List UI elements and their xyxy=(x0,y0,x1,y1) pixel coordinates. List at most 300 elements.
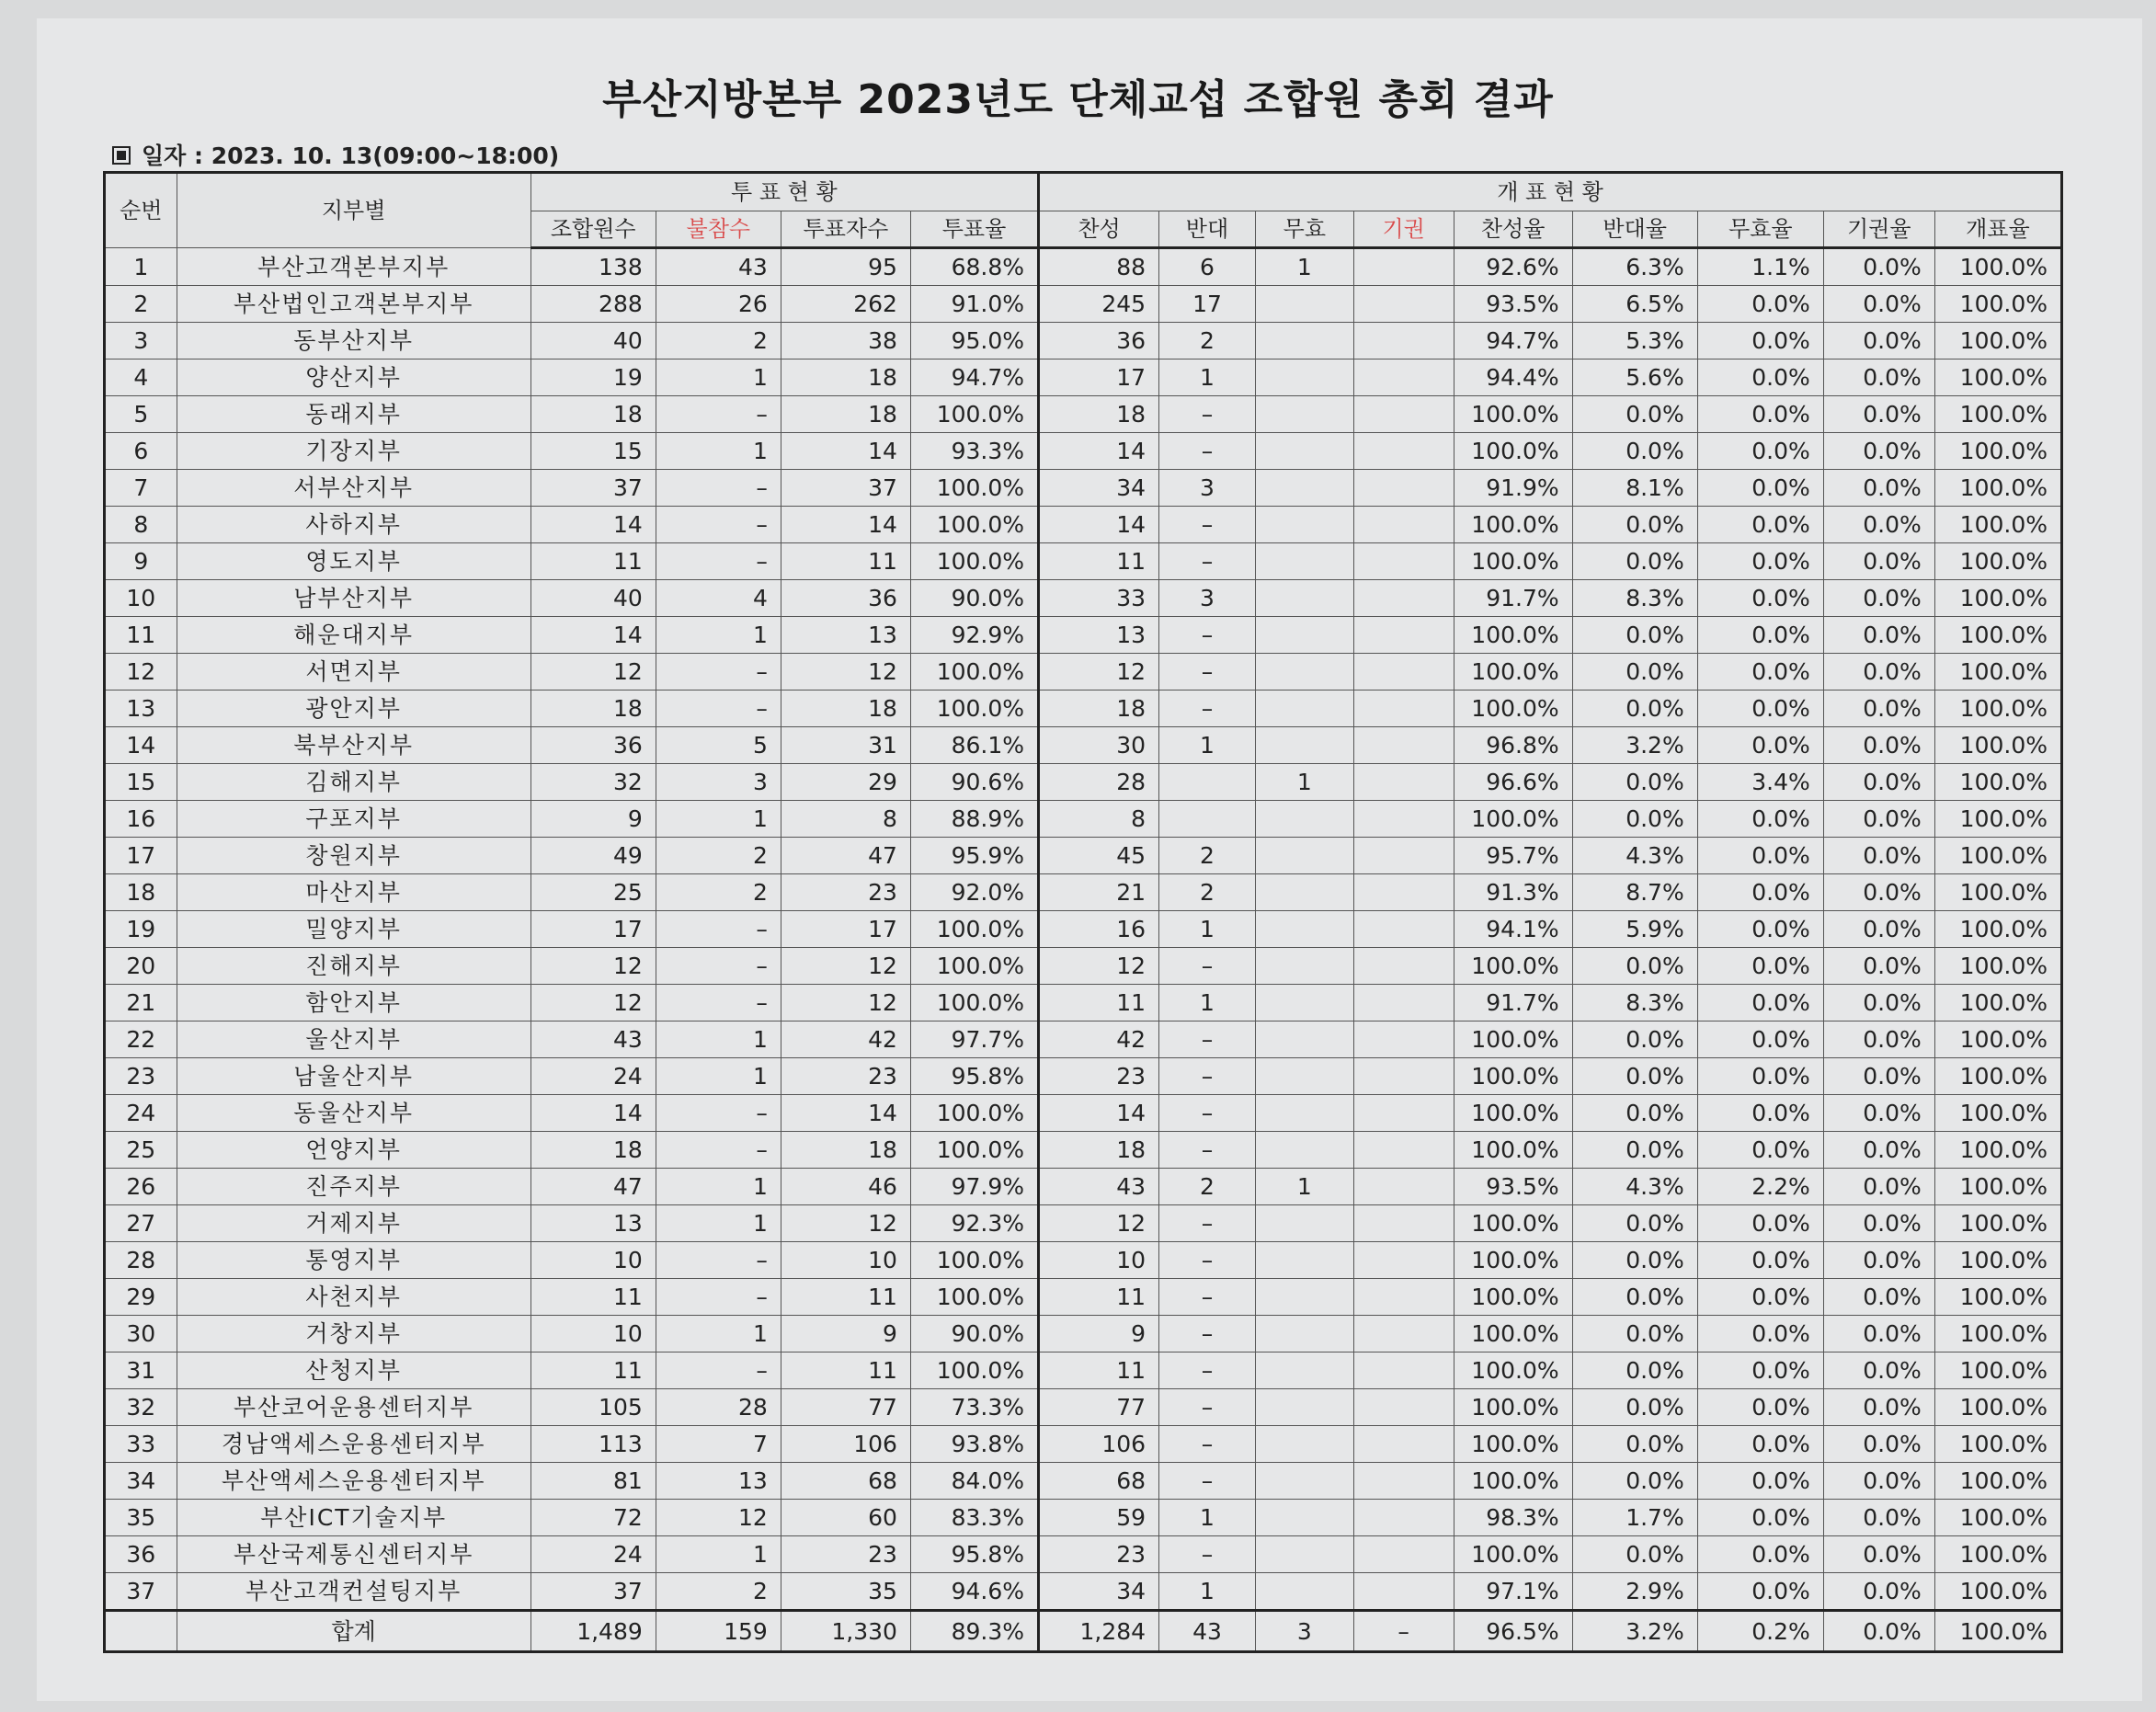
absent-cell: 1 xyxy=(656,617,781,654)
row-index: 6 xyxy=(105,433,177,470)
count-rate-cell: 100.0% xyxy=(1934,654,2061,691)
abstain-rate-cell: 0.0% xyxy=(1823,801,1934,838)
no-rate-cell: 0.0% xyxy=(1572,801,1697,838)
invalid-cell xyxy=(1255,727,1353,764)
total-invalid: 3 xyxy=(1255,1611,1353,1652)
yes-rate-cell: 100.0% xyxy=(1454,1242,1572,1279)
invalid-rate-cell: 0.0% xyxy=(1697,727,1823,764)
members-cell: 14 xyxy=(530,617,656,654)
no-cell: – xyxy=(1159,1132,1256,1169)
invalid-rate-cell: 0.0% xyxy=(1697,1536,1823,1573)
branch-name: 울산지부 xyxy=(177,1021,530,1058)
no-cell: – xyxy=(1159,1095,1256,1132)
yes-cell: 11 xyxy=(1039,985,1159,1021)
yes-rate-cell: 93.5% xyxy=(1454,1169,1572,1205)
absent-cell: 1 xyxy=(656,360,781,396)
members-cell: 12 xyxy=(530,948,656,985)
table-row xyxy=(105,1389,2062,1426)
invalid-cell xyxy=(1255,1205,1353,1242)
abstain-rate-cell: 0.0% xyxy=(1823,1463,1934,1500)
no-rate-cell: 1.7% xyxy=(1572,1500,1697,1536)
abstain-rate-cell: 0.0% xyxy=(1823,323,1934,360)
total-no-rate: 3.2% xyxy=(1572,1611,1697,1652)
invalid-cell xyxy=(1255,1573,1353,1611)
branch-name: 부산국제통신센터지부 xyxy=(177,1536,530,1573)
members-cell: 36 xyxy=(530,727,656,764)
abstain-rate-cell: 0.0% xyxy=(1823,360,1934,396)
yes-cell: 12 xyxy=(1039,1205,1159,1242)
members-cell: 14 xyxy=(530,507,656,543)
row-index: 1 xyxy=(105,248,177,286)
members-cell: 43 xyxy=(530,1021,656,1058)
table-row xyxy=(105,1095,2062,1132)
turnout-cell: 90.6% xyxy=(910,764,1038,801)
abstain-rate-cell: 0.0% xyxy=(1823,691,1934,727)
table-row xyxy=(105,1352,2062,1389)
members-cell: 11 xyxy=(530,1279,656,1316)
voters-cell: 13 xyxy=(781,617,910,654)
invalid-cell xyxy=(1255,1426,1353,1463)
branch-name: 서면지부 xyxy=(177,654,530,691)
table-row xyxy=(105,1573,2062,1611)
turnout-cell: 90.0% xyxy=(910,1316,1038,1352)
total-count-rate: 100.0% xyxy=(1934,1611,2061,1652)
turnout-cell: 90.0% xyxy=(910,580,1038,617)
abstain-cell xyxy=(1353,1242,1454,1279)
invalid-cell xyxy=(1255,911,1353,948)
absent-cell: – xyxy=(656,470,781,507)
table-body xyxy=(105,248,2062,1611)
turnout-cell: 100.0% xyxy=(910,1279,1038,1316)
yes-cell: 11 xyxy=(1039,543,1159,580)
header-voters: 투표자수 xyxy=(781,211,910,248)
no-rate-cell: 0.0% xyxy=(1572,543,1697,580)
invalid-rate-cell: 0.0% xyxy=(1697,433,1823,470)
branch-name: 언양지부 xyxy=(177,1132,530,1169)
yes-rate-cell: 100.0% xyxy=(1454,1389,1572,1426)
yes-rate-cell: 92.6% xyxy=(1454,248,1572,286)
row-index: 9 xyxy=(105,543,177,580)
no-rate-cell: 0.0% xyxy=(1572,1242,1697,1279)
table-row xyxy=(105,985,2062,1021)
abstain-cell xyxy=(1353,1426,1454,1463)
no-cell: – xyxy=(1159,1426,1256,1463)
no-rate-cell: 0.0% xyxy=(1572,1095,1697,1132)
no-cell: 3 xyxy=(1159,470,1256,507)
voters-cell: 11 xyxy=(781,543,910,580)
invalid-cell xyxy=(1255,1316,1353,1352)
voters-cell: 18 xyxy=(781,396,910,433)
count-rate-cell: 100.0% xyxy=(1934,1169,2061,1205)
yes-cell: 16 xyxy=(1039,911,1159,948)
yes-rate-cell: 100.0% xyxy=(1454,1316,1572,1352)
yes-rate-cell: 100.0% xyxy=(1454,1132,1572,1169)
no-cell: – xyxy=(1159,1058,1256,1095)
no-cell xyxy=(1159,801,1256,838)
yes-rate-cell: 100.0% xyxy=(1454,1279,1572,1316)
yes-rate-cell: 100.0% xyxy=(1454,433,1572,470)
yes-cell: 59 xyxy=(1039,1500,1159,1536)
members-cell: 10 xyxy=(530,1316,656,1352)
invalid-cell xyxy=(1255,360,1353,396)
table-row xyxy=(105,286,2062,323)
yes-cell: 68 xyxy=(1039,1463,1159,1500)
count-rate-cell: 100.0% xyxy=(1934,1316,2061,1352)
invalid-cell xyxy=(1255,1021,1353,1058)
row-index: 3 xyxy=(105,323,177,360)
absent-cell: – xyxy=(656,396,781,433)
members-cell: 24 xyxy=(530,1058,656,1095)
count-rate-cell: 100.0% xyxy=(1934,801,2061,838)
no-rate-cell: 0.0% xyxy=(1572,1316,1697,1352)
voters-cell: 14 xyxy=(781,1095,910,1132)
count-rate-cell: 100.0% xyxy=(1934,286,2061,323)
count-rate-cell: 100.0% xyxy=(1934,1132,2061,1169)
voters-cell: 14 xyxy=(781,433,910,470)
table-row xyxy=(105,360,2062,396)
yes-cell: 45 xyxy=(1039,838,1159,874)
row-index: 15 xyxy=(105,764,177,801)
absent-cell: 12 xyxy=(656,1500,781,1536)
turnout-cell: 94.7% xyxy=(910,360,1038,396)
abstain-cell xyxy=(1353,1389,1454,1426)
yes-cell: 11 xyxy=(1039,1352,1159,1389)
members-cell: 113 xyxy=(530,1426,656,1463)
no-rate-cell: 5.3% xyxy=(1572,323,1697,360)
total-voters: 1,330 xyxy=(781,1611,910,1652)
yes-cell: 30 xyxy=(1039,727,1159,764)
members-cell: 105 xyxy=(530,1389,656,1426)
no-cell: – xyxy=(1159,654,1256,691)
yes-cell: 106 xyxy=(1039,1426,1159,1463)
abstain-rate-cell: 0.0% xyxy=(1823,1132,1934,1169)
yes-cell: 23 xyxy=(1039,1536,1159,1573)
header-no-rate: 반대율 xyxy=(1572,211,1697,248)
absent-cell: 43 xyxy=(656,248,781,286)
row-index: 11 xyxy=(105,617,177,654)
invalid-cell xyxy=(1255,1242,1353,1279)
no-cell: 2 xyxy=(1159,874,1256,911)
absent-cell: – xyxy=(656,911,781,948)
no-cell: – xyxy=(1159,1352,1256,1389)
table-row xyxy=(105,1536,2062,1573)
voters-cell: 95 xyxy=(781,248,910,286)
count-rate-cell: 100.0% xyxy=(1934,1021,2061,1058)
invalid-rate-cell: 0.0% xyxy=(1697,1352,1823,1389)
abstain-rate-cell: 0.0% xyxy=(1823,874,1934,911)
abstain-cell xyxy=(1353,507,1454,543)
no-rate-cell: 5.6% xyxy=(1572,360,1697,396)
invalid-rate-cell: 0.0% xyxy=(1697,1500,1823,1536)
absent-cell: 1 xyxy=(656,1058,781,1095)
no-cell: – xyxy=(1159,617,1256,654)
abstain-rate-cell: 0.0% xyxy=(1823,543,1934,580)
no-rate-cell: 0.0% xyxy=(1572,433,1697,470)
row-index: 16 xyxy=(105,801,177,838)
count-rate-cell: 100.0% xyxy=(1934,874,2061,911)
abstain-rate-cell: 0.0% xyxy=(1823,1352,1934,1389)
yes-rate-cell: 100.0% xyxy=(1454,507,1572,543)
no-rate-cell: 8.1% xyxy=(1572,470,1697,507)
members-cell: 19 xyxy=(530,360,656,396)
count-rate-cell: 100.0% xyxy=(1934,360,2061,396)
yes-rate-cell: 98.3% xyxy=(1454,1500,1572,1536)
invalid-rate-cell: 0.0% xyxy=(1697,1021,1823,1058)
abstain-rate-cell: 0.0% xyxy=(1823,1205,1934,1242)
header-abstain: 기권 xyxy=(1353,211,1454,248)
members-cell: 14 xyxy=(530,1095,656,1132)
count-rate-cell: 100.0% xyxy=(1934,1352,2061,1389)
turnout-cell: 100.0% xyxy=(910,507,1038,543)
table-row xyxy=(105,1205,2062,1242)
count-rate-cell: 100.0% xyxy=(1934,1463,2061,1500)
yes-rate-cell: 100.0% xyxy=(1454,691,1572,727)
total-label: 합계 xyxy=(177,1611,530,1652)
voters-cell: 42 xyxy=(781,1021,910,1058)
yes-rate-cell: 91.9% xyxy=(1454,470,1572,507)
members-cell: 288 xyxy=(530,286,656,323)
invalid-rate-cell: 0.0% xyxy=(1697,948,1823,985)
count-rate-cell: 100.0% xyxy=(1934,838,2061,874)
no-cell: – xyxy=(1159,1463,1256,1500)
invalid-rate-cell: 0.0% xyxy=(1697,911,1823,948)
absent-cell: 1 xyxy=(656,801,781,838)
abstain-rate-cell: 0.0% xyxy=(1823,727,1934,764)
row-index: 21 xyxy=(105,985,177,1021)
no-rate-cell: 8.7% xyxy=(1572,874,1697,911)
total-invalid-rate: 0.2% xyxy=(1697,1611,1823,1652)
voters-cell: 23 xyxy=(781,1536,910,1573)
turnout-cell: 95.8% xyxy=(910,1058,1038,1095)
no-rate-cell: 0.0% xyxy=(1572,1205,1697,1242)
invalid-cell xyxy=(1255,1389,1353,1426)
table-row xyxy=(105,1169,2062,1205)
invalid-cell xyxy=(1255,1058,1353,1095)
no-rate-cell: 0.0% xyxy=(1572,1536,1697,1573)
voters-cell: 18 xyxy=(781,1132,910,1169)
voters-cell: 23 xyxy=(781,1058,910,1095)
no-cell: 17 xyxy=(1159,286,1256,323)
table-row xyxy=(105,838,2062,874)
invalid-cell xyxy=(1255,874,1353,911)
abstain-rate-cell: 0.0% xyxy=(1823,985,1934,1021)
yes-cell: 17 xyxy=(1039,360,1159,396)
no-rate-cell: 0.0% xyxy=(1572,1463,1697,1500)
members-cell: 9 xyxy=(530,801,656,838)
voters-cell: 8 xyxy=(781,801,910,838)
count-rate-cell: 100.0% xyxy=(1934,1279,2061,1316)
invalid-cell xyxy=(1255,1463,1353,1500)
yes-rate-cell: 100.0% xyxy=(1454,617,1572,654)
yes-cell: 34 xyxy=(1039,470,1159,507)
abstain-rate-cell: 0.0% xyxy=(1823,838,1934,874)
yes-cell: 8 xyxy=(1039,801,1159,838)
row-index: 30 xyxy=(105,1316,177,1352)
yes-rate-cell: 100.0% xyxy=(1454,948,1572,985)
invalid-rate-cell: 0.0% xyxy=(1697,1279,1823,1316)
no-rate-cell: 0.0% xyxy=(1572,1352,1697,1389)
no-rate-cell: 0.0% xyxy=(1572,1389,1697,1426)
header-members: 조합원수 xyxy=(530,211,656,248)
branch-name: 부산법인고객본부지부 xyxy=(177,286,530,323)
no-cell: – xyxy=(1159,507,1256,543)
turnout-cell: 100.0% xyxy=(910,985,1038,1021)
no-cell: – xyxy=(1159,1279,1256,1316)
no-rate-cell: 0.0% xyxy=(1572,507,1697,543)
abstain-cell xyxy=(1353,948,1454,985)
no-cell: 3 xyxy=(1159,580,1256,617)
voters-cell: 12 xyxy=(781,985,910,1021)
yes-rate-cell: 100.0% xyxy=(1454,1095,1572,1132)
voters-cell: 12 xyxy=(781,654,910,691)
row-index: 31 xyxy=(105,1352,177,1389)
abstain-rate-cell: 0.0% xyxy=(1823,396,1934,433)
row-index: 14 xyxy=(105,727,177,764)
yes-rate-cell: 100.0% xyxy=(1454,1426,1572,1463)
no-cell: – xyxy=(1159,433,1256,470)
yes-rate-cell: 100.0% xyxy=(1454,1536,1572,1573)
absent-cell: 1 xyxy=(656,433,781,470)
table-row xyxy=(105,764,2062,801)
voters-cell: 38 xyxy=(781,323,910,360)
table-row xyxy=(105,727,2062,764)
no-cell: 2 xyxy=(1159,323,1256,360)
voters-cell: 35 xyxy=(781,1573,910,1611)
turnout-cell: 95.0% xyxy=(910,323,1038,360)
row-index: 20 xyxy=(105,948,177,985)
abstain-cell xyxy=(1353,1463,1454,1500)
no-cell: 1 xyxy=(1159,727,1256,764)
row-index: 8 xyxy=(105,507,177,543)
table-row xyxy=(105,1426,2062,1463)
invalid-cell xyxy=(1255,580,1353,617)
no-cell: – xyxy=(1159,1316,1256,1352)
abstain-cell xyxy=(1353,617,1454,654)
table-row xyxy=(105,691,2062,727)
branch-name: 함안지부 xyxy=(177,985,530,1021)
abstain-cell xyxy=(1353,1205,1454,1242)
table-row xyxy=(105,911,2062,948)
voters-cell: 14 xyxy=(781,507,910,543)
voters-cell: 18 xyxy=(781,691,910,727)
voters-cell: 17 xyxy=(781,911,910,948)
table-row xyxy=(105,1463,2062,1500)
invalid-rate-cell: 0.0% xyxy=(1697,654,1823,691)
no-cell: 2 xyxy=(1159,1169,1256,1205)
turnout-cell: 73.3% xyxy=(910,1389,1038,1426)
table-row xyxy=(105,617,2062,654)
invalid-cell: 1 xyxy=(1255,764,1353,801)
abstain-rate-cell: 0.0% xyxy=(1823,1242,1934,1279)
voters-cell: 12 xyxy=(781,948,910,985)
absent-cell: 13 xyxy=(656,1463,781,1500)
turnout-cell: 100.0% xyxy=(910,543,1038,580)
no-cell: – xyxy=(1159,1242,1256,1279)
results-table xyxy=(103,171,2063,1653)
no-cell: 1 xyxy=(1159,360,1256,396)
branch-name: 산청지부 xyxy=(177,1352,530,1389)
voters-cell: 23 xyxy=(781,874,910,911)
turnout-cell: 100.0% xyxy=(910,396,1038,433)
table-row xyxy=(105,396,2062,433)
members-cell: 18 xyxy=(530,396,656,433)
no-cell xyxy=(1159,764,1256,801)
no-rate-cell: 0.0% xyxy=(1572,1279,1697,1316)
abstain-rate-cell: 0.0% xyxy=(1823,1426,1934,1463)
absent-cell: – xyxy=(656,1352,781,1389)
abstain-rate-cell: 0.0% xyxy=(1823,654,1934,691)
absent-cell: – xyxy=(656,1242,781,1279)
turnout-cell: 100.0% xyxy=(910,691,1038,727)
members-cell: 12 xyxy=(530,654,656,691)
abstain-cell xyxy=(1353,801,1454,838)
members-cell: 15 xyxy=(530,433,656,470)
table-row xyxy=(105,654,2062,691)
absent-cell: – xyxy=(656,654,781,691)
invalid-cell xyxy=(1255,1352,1353,1389)
yes-rate-cell: 91.3% xyxy=(1454,874,1572,911)
abstain-rate-cell: 0.0% xyxy=(1823,507,1934,543)
total-index-cell xyxy=(105,1611,177,1652)
branch-name: 부산ICT기술지부 xyxy=(177,1500,530,1536)
no-cell: 1 xyxy=(1159,911,1256,948)
count-rate-cell: 100.0% xyxy=(1934,1500,2061,1536)
voters-cell: 9 xyxy=(781,1316,910,1352)
abstain-cell xyxy=(1353,543,1454,580)
header-no: 반대 xyxy=(1159,211,1256,248)
branch-name: 경남액세스운용센터지부 xyxy=(177,1426,530,1463)
absent-cell: 2 xyxy=(656,323,781,360)
yes-cell: 28 xyxy=(1039,764,1159,801)
turnout-cell: 100.0% xyxy=(910,654,1038,691)
members-cell: 40 xyxy=(530,323,656,360)
invalid-rate-cell: 0.0% xyxy=(1697,286,1823,323)
invalid-cell xyxy=(1255,1536,1353,1573)
invalid-rate-cell: 0.0% xyxy=(1697,985,1823,1021)
members-cell: 18 xyxy=(530,1132,656,1169)
abstain-cell xyxy=(1353,396,1454,433)
invalid-cell xyxy=(1255,617,1353,654)
row-index: 2 xyxy=(105,286,177,323)
abstain-cell xyxy=(1353,911,1454,948)
members-cell: 17 xyxy=(530,911,656,948)
header-index: 순번 xyxy=(105,173,177,248)
count-rate-cell: 100.0% xyxy=(1934,1536,2061,1573)
abstain-rate-cell: 0.0% xyxy=(1823,617,1934,654)
voters-cell: 36 xyxy=(781,580,910,617)
branch-name: 진해지부 xyxy=(177,948,530,985)
yes-cell: 14 xyxy=(1039,1095,1159,1132)
row-index: 29 xyxy=(105,1279,177,1316)
no-rate-cell: 0.0% xyxy=(1572,396,1697,433)
no-rate-cell: 0.0% xyxy=(1572,1058,1697,1095)
abstain-cell xyxy=(1353,1500,1454,1536)
yes-rate-cell: 100.0% xyxy=(1454,1352,1572,1389)
invalid-rate-cell: 0.0% xyxy=(1697,1426,1823,1463)
no-rate-cell: 0.0% xyxy=(1572,948,1697,985)
yes-rate-cell: 94.1% xyxy=(1454,911,1572,948)
members-cell: 81 xyxy=(530,1463,656,1500)
invalid-cell: 1 xyxy=(1255,248,1353,286)
invalid-cell xyxy=(1255,1279,1353,1316)
header-count-rate: 개표율 xyxy=(1934,211,2061,248)
count-rate-cell: 100.0% xyxy=(1934,764,2061,801)
no-rate-cell: 6.5% xyxy=(1572,286,1697,323)
abstain-cell xyxy=(1353,1352,1454,1389)
total-absent: 159 xyxy=(656,1611,781,1652)
header-turnout: 투표율 xyxy=(910,211,1038,248)
abstain-cell xyxy=(1353,1132,1454,1169)
